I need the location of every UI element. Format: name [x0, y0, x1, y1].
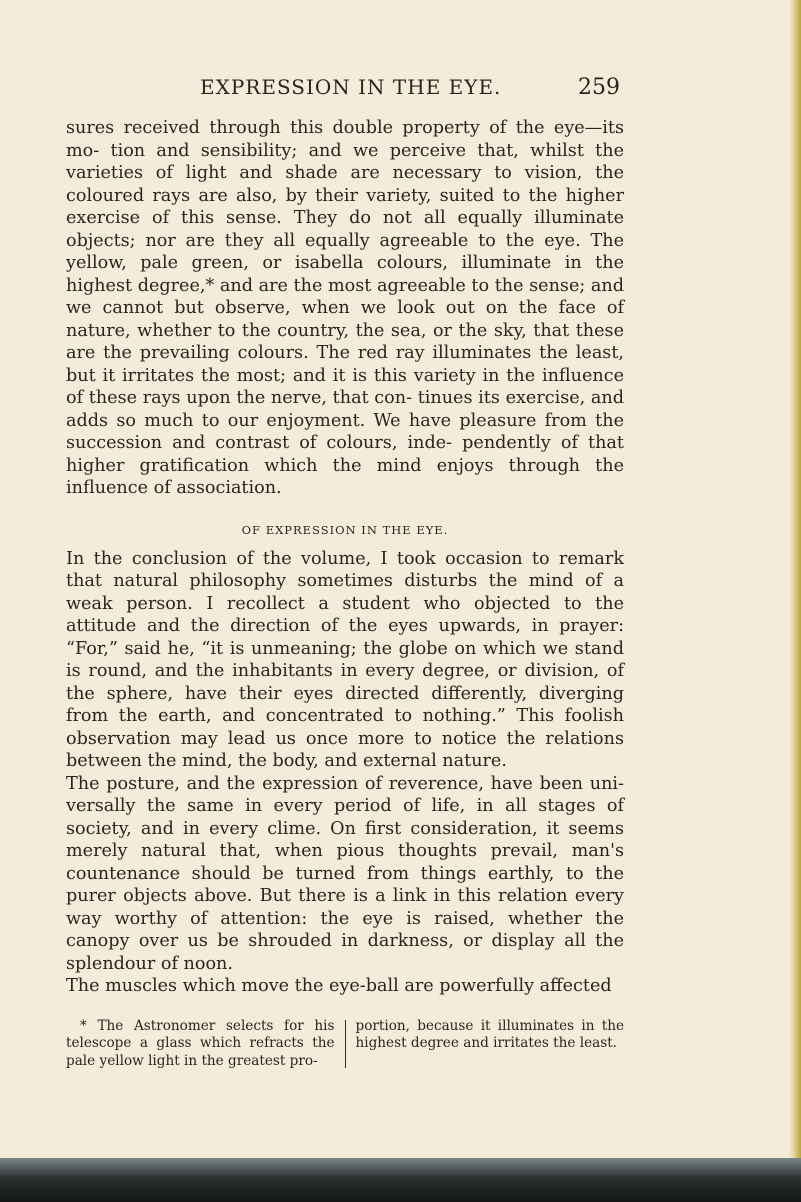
paragraph-colour-rays: sures received through this double property of the eye—its mo- tion and sensibility; and we perceive that, whilst the varieties of light and shade are necessary to vision, the coloured rays are also, by their variety, suited to the higher exercise of this sense. They do not all equally illuminate objects; nor are they all equally agreeable to the eye. The yellow, pale green, or isabella colours, illuminate in the highest degree,* and are the most agreeable to the sense; and we cannot but observe, when we look out on the face of nature, whether to the country, the sea, or the sky, that these are the prevailing colours. The red ray illuminates the least, but it irritates the most; and it is this variety in the influence of these rays upon the nerve, that con- tinues its exercise, and adds so much to our enjoyment. We have pleasure from the succession and contrast of colours, inde- pendently of that higher gratification which the mind enjoys through the influence of association.: [66, 118, 624, 498]
scan-bottom-edge: [0, 1158, 801, 1202]
section-heading: OF EXPRESSION IN THE EYE.: [241, 522, 449, 537]
footnote: [66, 1018, 624, 1070]
running-title: EXPRESSION IN THE EYE.: [200, 75, 502, 99]
page-edge: [789, 0, 801, 1202]
footnote-right-column: portion, because it illuminates in the highest degree and irritates the least.: [355, 1018, 624, 1052]
page-number: 259: [578, 75, 620, 100]
paragraph-conclusion: In the conclusion of the volume, I took occasion to remark that natural philosophy sometimes disturbs the mind of a weak person. I recollect a student who objected to the attitude and the direction of the eyes upwards, in prayer: “For,” said he, “it is unmeaning; the globe on which we stand is round, and the inhabitants in every degree, or division, of the sphere, have their eyes directed differently, diverging from the earth, and concentrated to nothing.” This foolish observation may lead us once more to notice the relations between the mind, the body, and external nature.: [66, 548, 624, 771]
page-header: [200, 75, 620, 101]
paragraph-muscles: The muscles which move the eye-ball are powerfully affected: [66, 976, 612, 996]
main-text: [66, 117, 624, 998]
footnote-left-column: * The Astronomer selects for his telescope a glass which refracts the pale yellow light in the greatest pro-: [66, 1018, 335, 1069]
paragraph-posture: The posture, and the expression of reverence, have been uni- versally the same in every period of life, in all stages of society, and in every clime. On first consideration, it seems merely natural that, when pious thoughts prevail, man's countenance should be turned from things earthly, to the purer objects above. But there is a link in this relation every way worthy of attention: the eye is raised, whether the canopy over us be shrouded in darkness, or display all the splendour of noon.: [66, 773, 624, 974]
